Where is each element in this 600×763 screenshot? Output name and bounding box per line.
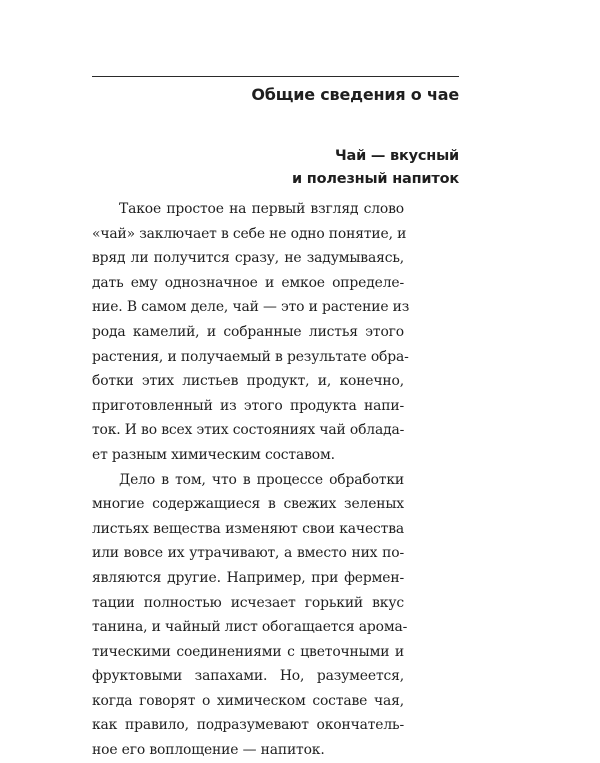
- text-line: как правило, подразумевают окончатель-: [92, 717, 404, 734]
- text-line: ет разным химическим составом.: [92, 446, 335, 463]
- section-title-line-1: Чай — вкусный: [334, 148, 459, 164]
- text-line: растения, и получаемый в результате обра-: [92, 348, 409, 365]
- text-line: приготовленный из этого продукта напи-: [92, 397, 404, 414]
- text-line: многие содержащиеся в свежих зеленых: [92, 496, 404, 513]
- text-line: Такое простое на первый взгляд слово: [119, 201, 404, 217]
- paragraph-1: [92, 197, 410, 468]
- text-line: ное его воплощение — напиток.: [92, 742, 325, 759]
- text-line: «чай» заключает в себе не одно понятие, и: [92, 225, 407, 242]
- text-line: ние. В самом деле, чай — это и растение из: [92, 299, 410, 316]
- text-line: дать ему однозначное и емкое определе-: [92, 274, 404, 291]
- chapter-title: Общие сведения о чае: [251, 85, 459, 104]
- paragraph-2: [92, 468, 408, 763]
- text-line: тическими соединениями с цветочными и: [92, 643, 404, 660]
- text-line: ток. И во всех этих состояниях чай облада-: [92, 422, 405, 439]
- header-rule: [92, 76, 459, 77]
- text-line: танина, и чайный лист обогащается арома-: [92, 619, 408, 636]
- section-title-line-2: и полезный напиток: [292, 171, 459, 187]
- text-line: вряд ли получится сразу, не задумываясь,: [92, 250, 404, 267]
- text-line: Дело в том, что в процессе обработки: [119, 471, 404, 488]
- text-line: являются другие. Например, при фермен-: [92, 569, 404, 586]
- section-title: [292, 145, 459, 191]
- text-line: листьях вещества изменяют свои качества: [92, 520, 404, 537]
- text-line: ботки этих листьев продукт, и, конечно,: [92, 373, 404, 390]
- text-line: фруктовыми запахами. Но, разумеется,: [92, 668, 404, 685]
- text-line: рода камелий, и собранные листья этого: [92, 323, 404, 340]
- text-line: или вовсе их утрачивают, а вместо них по-: [92, 545, 404, 562]
- body-text: [92, 197, 410, 763]
- text-line: когда говорят о химическом составе чая,: [92, 692, 404, 709]
- text-line: тации полностью исчезает горький вкус: [92, 594, 404, 611]
